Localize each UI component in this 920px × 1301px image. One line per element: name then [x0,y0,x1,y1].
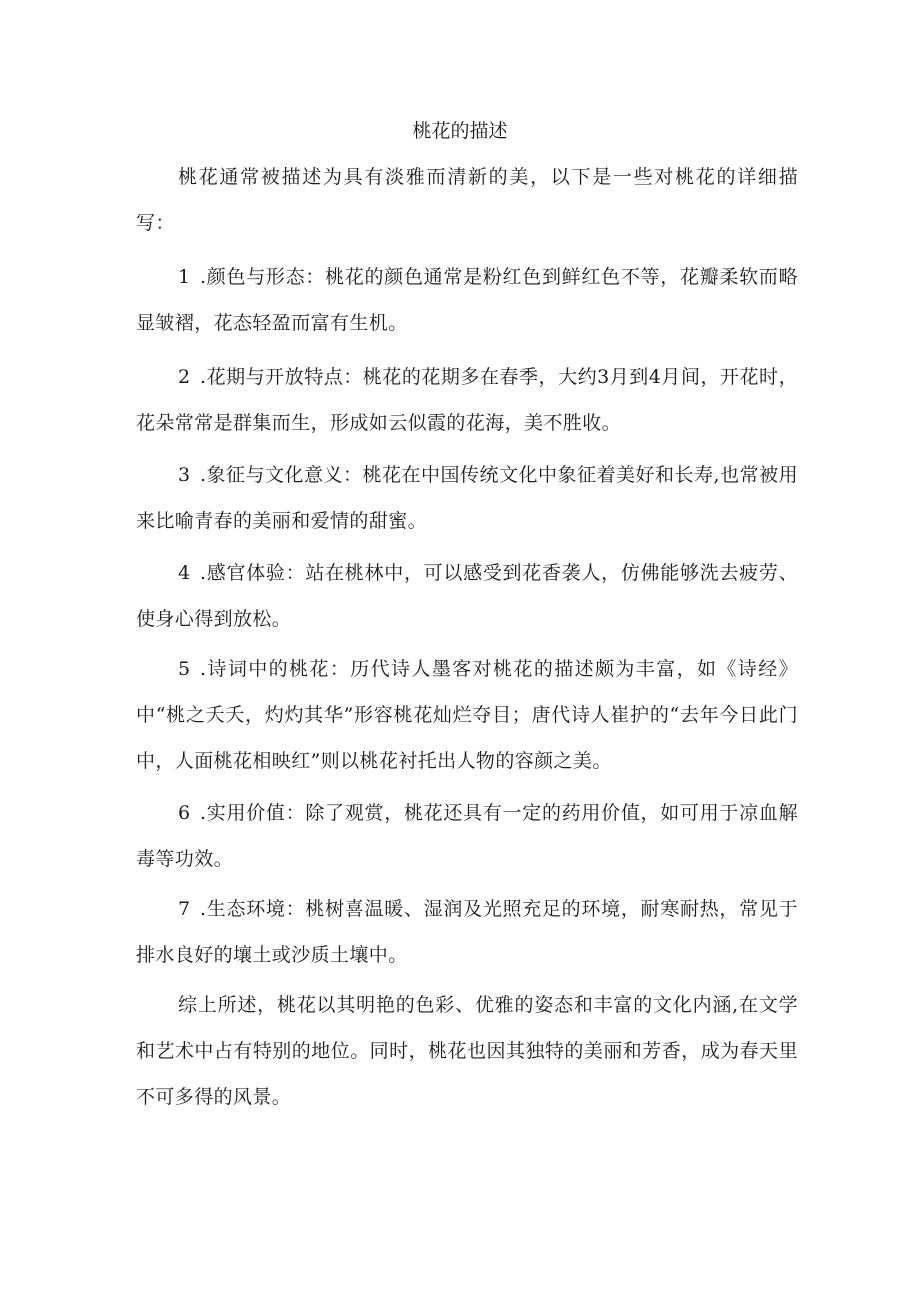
list-item-6 [136,790,798,882]
list-item-7 [136,886,798,978]
item-text: .感官体验：站在桃林中，可以感受到花香袭人，仿佛能够洗去疲劳、使身心得到放松。 [136,562,798,630]
list-item-3 [136,452,798,544]
document-title: 桃花的描述 [412,120,508,142]
item-number: 2 [178,366,191,388]
conclusion-paragraph: 综上所述，桃花以其明艳的色彩、优雅的姿态和丰富的文化内涵,在文学和艺术中占有特别的地位。同时，桃花也因其独特的美丽和芳香，成为春天里不可多得的风景。 [136,994,798,1108]
item-number: 1 [178,266,191,288]
intro-paragraph: 桃花通常被描述为具有淡雅而清新的美，以下是一些对桃花的详细描写： [136,166,798,234]
item-text: .花期与开放特点：桃花的花期多在春季，大约3月到4月间，开花时，花朵常常是群集而生，形成如云似霞的花海，美不胜收。 [136,366,798,434]
item-text: .诗词中的桃花：历代诗人墨客对桃花的描述颇为丰富，如《诗经》中“桃之夭夭，灼灼其华”形容桃花灿烂夺目；唐代诗人崔护的“去年今日此门中，人面桃花相映红”则以桃花衬托出人物的容颜之美。 [136,658,798,772]
item-text: .象征与文化意义：桃花在中国传统文化中象征着美好和长寿,也常被用来比喻青春的美丽和爱情的甜蜜。 [136,464,798,532]
list-item-4 [136,550,798,642]
item-number: 5 [178,658,191,680]
item-number: 6 [178,802,191,824]
item-number: 4 [178,562,191,584]
item-text: .实用价值：除了观赏，桃花还具有一定的药用价值，如可用于凉血解毒等功效。 [136,802,798,870]
item-number: 3 [178,464,191,486]
item-text: .颜色与形态：桃花的颜色通常是粉红色到鲜红色不等，花瓣柔软而略显皱褶，花态轻盈而富有生机。 [136,266,798,334]
item-number: 7 [178,898,191,920]
list-item-5 [136,646,798,784]
list-item-1 [136,254,798,346]
list-item-2 [136,354,798,446]
item-text: .生态环境：桃树喜温暖、湿润及光照充足的环境，耐寒耐热，常见于排水良好的壤土或沙质土壤中。 [136,898,798,966]
